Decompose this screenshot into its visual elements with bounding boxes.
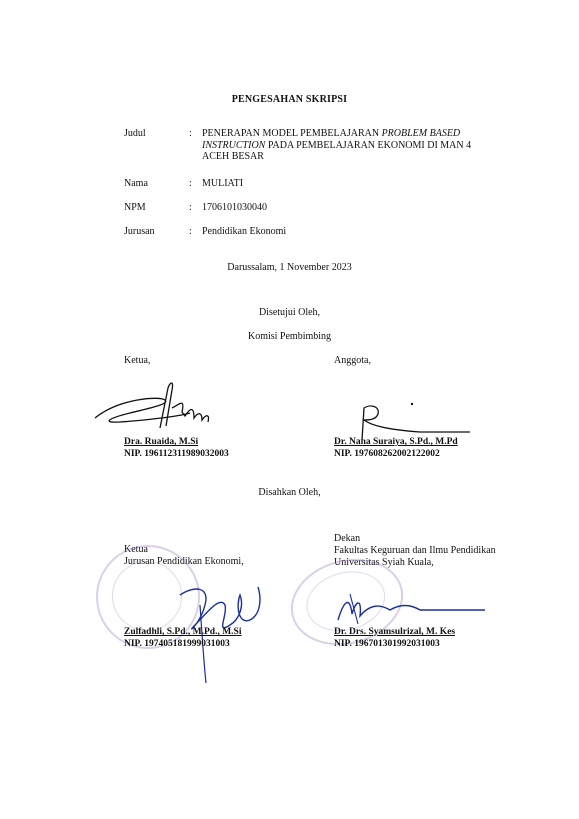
judul-italic1: PROBLEM BASED xyxy=(381,128,461,139)
nama-label: Nama xyxy=(124,178,148,189)
anggota-label: Anggota, xyxy=(334,355,371,366)
left-official-nip: NIP. 197405181999031003 xyxy=(124,639,230,649)
judul-italic2: INSTRUCTION xyxy=(202,139,266,151)
judul-line1: PENERAPAN MODEL PEMBELAJARAN xyxy=(202,128,382,139)
npm-label: NPM xyxy=(124,202,146,213)
right-official-nip: NIP. 196701301992031003 xyxy=(334,639,440,649)
nama-value: MULIATI xyxy=(202,178,244,189)
ketua-nip: NIP. 196112311989032003 xyxy=(124,449,229,459)
right-official-name: Dr. Drs. Syamsulrizal, M. Kes xyxy=(334,627,456,637)
ketua-label: Ketua, xyxy=(124,355,151,366)
place-date: Darussalam, 1 November 2023 xyxy=(227,262,352,273)
anggota-name: Dr. Nana Suraiya, S.Pd., M.Pd xyxy=(334,437,458,447)
right-official-title2: Fakultas Keguruan dan Ilmu Pendidikan xyxy=(334,545,496,556)
judul-line3: ACEH BESAR xyxy=(202,151,264,162)
judul-value xyxy=(202,128,502,163)
page-title: PENGESAHAN SKRIPSI xyxy=(231,94,348,105)
nama-colon: : xyxy=(189,178,192,189)
npm-value: 1706101030040 xyxy=(202,202,267,213)
approved-by: Disetujui Oleh, xyxy=(258,307,321,318)
judul-line2: PADA PEMBELAJARAN EKONOMI DI MAN 4 xyxy=(265,139,472,151)
right-official-title3: Universitas Syiah Kuala, xyxy=(334,557,434,568)
jurusan-label: Jurusan xyxy=(124,226,155,237)
right-official-title1: Dekan xyxy=(334,533,361,544)
judul-label: Judul xyxy=(124,128,146,139)
judul-colon: : xyxy=(189,128,192,139)
jurusan-colon: : xyxy=(189,226,192,237)
committee-label: Komisi Pembimbing xyxy=(247,331,332,342)
anggota-nip: NIP. 197608262002122002 xyxy=(334,449,440,459)
ratified-by: Disahkan Oleh, xyxy=(258,487,321,498)
left-official-title1: Ketua xyxy=(124,544,148,555)
left-official-title2: Jurusan Pendidikan Ekonomi, xyxy=(124,556,244,567)
jurusan-value: Pendidikan Ekonomi xyxy=(202,226,287,237)
npm-colon: : xyxy=(189,202,192,213)
ketua-name: Dra. Ruaida, M.Si xyxy=(124,437,199,447)
left-official-name: Zulfadhli, S.Pd., M.Pd., M.Si xyxy=(124,627,242,637)
signature-syamsulrizal xyxy=(330,590,490,630)
